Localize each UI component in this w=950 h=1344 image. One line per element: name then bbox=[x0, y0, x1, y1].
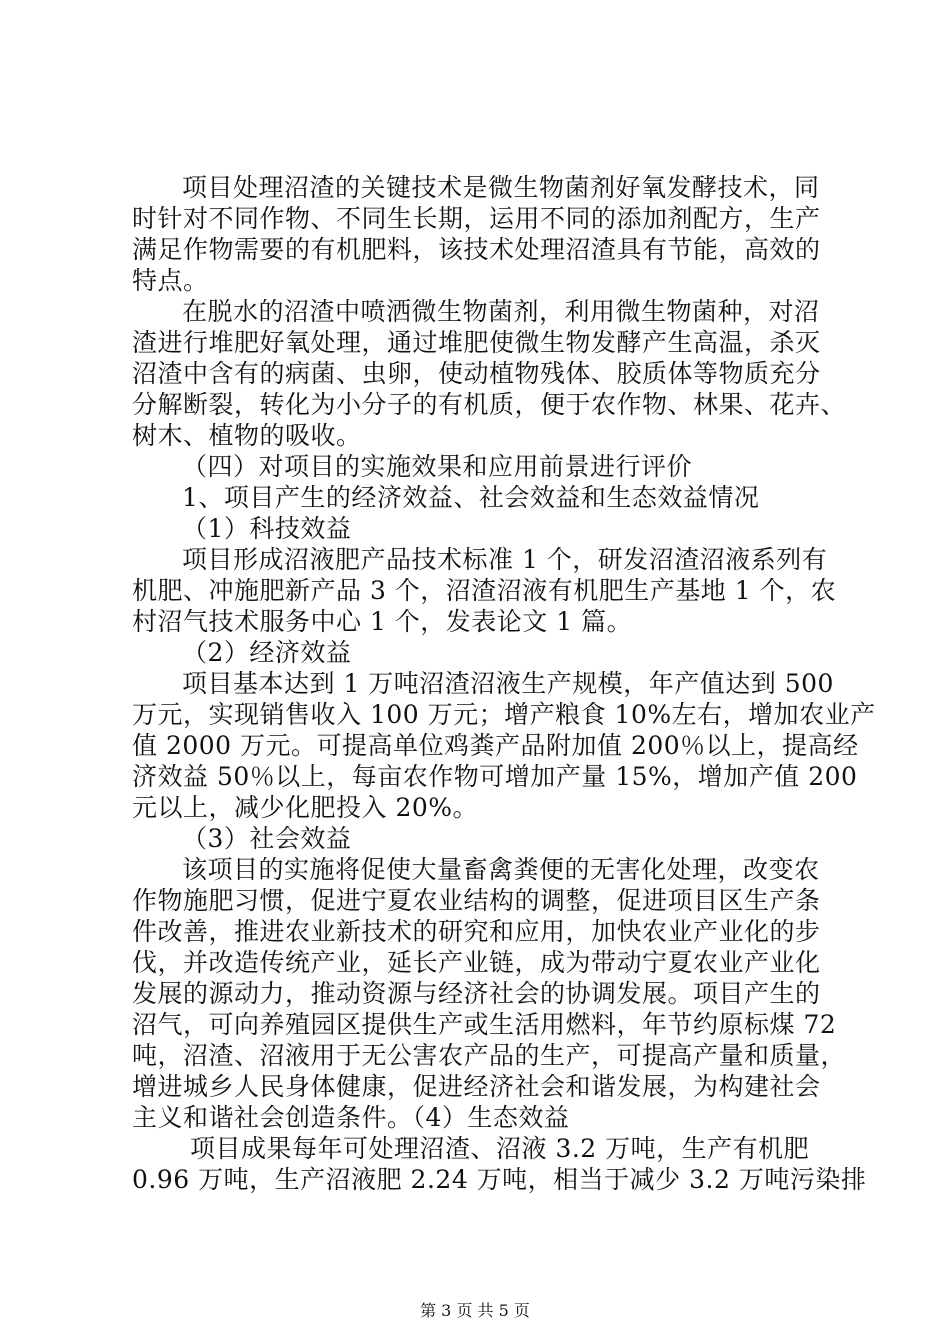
text-line: 吨，沼渣、沼液用于无公害农产品的生产，可提高产量和质量， bbox=[132, 1041, 847, 1070]
item-heading: （1）科技效益 bbox=[182, 514, 352, 543]
text-line: 0.96 万吨，生产沼液肥 2.24 万吨，相当于减少 3.2 万吨污染排 bbox=[132, 1165, 867, 1194]
text-line: 分解断裂，转化为小分子的有机质，便于农作物、林果、花卉、 bbox=[132, 390, 847, 419]
text-line: 沼渣中含有的病菌、虫卵，使动植物残体、胶质体等物质充分 bbox=[132, 359, 821, 388]
text-line: 特点。 bbox=[132, 266, 209, 295]
text-line: 元以上，减少化肥投入 20%。 bbox=[132, 793, 479, 822]
text-line: 发展的源动力，推动资源与经济社会的协调发展。项目产生的 bbox=[132, 979, 821, 1008]
page-footer: 第 3 页 共 5 页 bbox=[420, 1301, 530, 1320]
text-line: 沼气，可向养殖园区提供生产或生活用燃料，年节约原标煤 72 bbox=[132, 1010, 837, 1039]
text-line: 项目处理沼渣的关键技术是微生物菌剂好氧发酵技术，同 bbox=[182, 173, 820, 202]
text-line: 主义和谐社会创造条件。（4）生态效益 bbox=[132, 1103, 570, 1132]
text-line: 树木、植物的吸收。 bbox=[132, 421, 362, 450]
subsection-heading: 1、项目产生的经济效益、社会效益和生态效益情况 bbox=[182, 483, 760, 512]
text-line: 在脱水的沼渣中喷洒微生物菌剂，利用微生物菌种，对沼 bbox=[182, 297, 820, 326]
item-heading: （3）社会效益 bbox=[182, 824, 352, 853]
text-line: 件改善，推进农业新技术的研究和应用，加快农业产业化的步 bbox=[132, 917, 821, 946]
text-line: 万元，实现销售收入 100 万元；增产粮食 10%左右，增加农业产 bbox=[132, 700, 876, 729]
text-line: 满足作物需要的有机肥料，该技术处理沼渣具有节能，高效的 bbox=[132, 235, 821, 264]
text-line: 项目形成沼液肥产品技术标准 1 个，研发沼渣沼液系列有 bbox=[182, 545, 828, 574]
text-line: 济效益 50％以上，每亩农作物可增加产量 15%，增加产值 200 bbox=[132, 762, 858, 791]
text-line: 项目成果每年可处理沼渣、沼液 3.2 万吨，生产有机肥 bbox=[190, 1134, 810, 1163]
item-heading: （2）经济效益 bbox=[182, 638, 352, 667]
text-line: 增进城乡人民身体健康，促进经济社会和谐发展，为构建社会 bbox=[132, 1072, 821, 1101]
section-heading: （四）对项目的实施效果和应用前景进行评价 bbox=[182, 452, 693, 481]
text-line: 项目基本达到 1 万吨沼渣沼液生产规模，年产值达到 500 bbox=[182, 669, 834, 698]
text-line: 渣进行堆肥好氧处理，通过堆肥使微生物发酵产生高温，杀灭 bbox=[132, 328, 821, 357]
text-line: 村沼气技术服务中心 1 个，发表论文 1 篇。 bbox=[132, 607, 633, 636]
text-line: 作物施肥习惯，促进宁夏农业结构的调整，促进项目区生产条 bbox=[132, 886, 821, 915]
text-line: 伐，并改造传统产业，延长产业链，成为带动宁夏农业产业化 bbox=[132, 948, 821, 977]
text-line: 值 2000 万元。可提高单位鸡粪产品附加值 200％以上，提高经 bbox=[132, 731, 859, 760]
text-line: 该项目的实施将促使大量畜禽粪便的无害化处理，改变农 bbox=[182, 855, 820, 884]
text-line: 机肥、冲施肥新产品 3 个，沼渣沼液有机肥生产基地 1 个，农 bbox=[132, 576, 837, 605]
text-line: 时针对不同作物、不同生长期，运用不同的添加剂配方，生产 bbox=[132, 204, 821, 233]
